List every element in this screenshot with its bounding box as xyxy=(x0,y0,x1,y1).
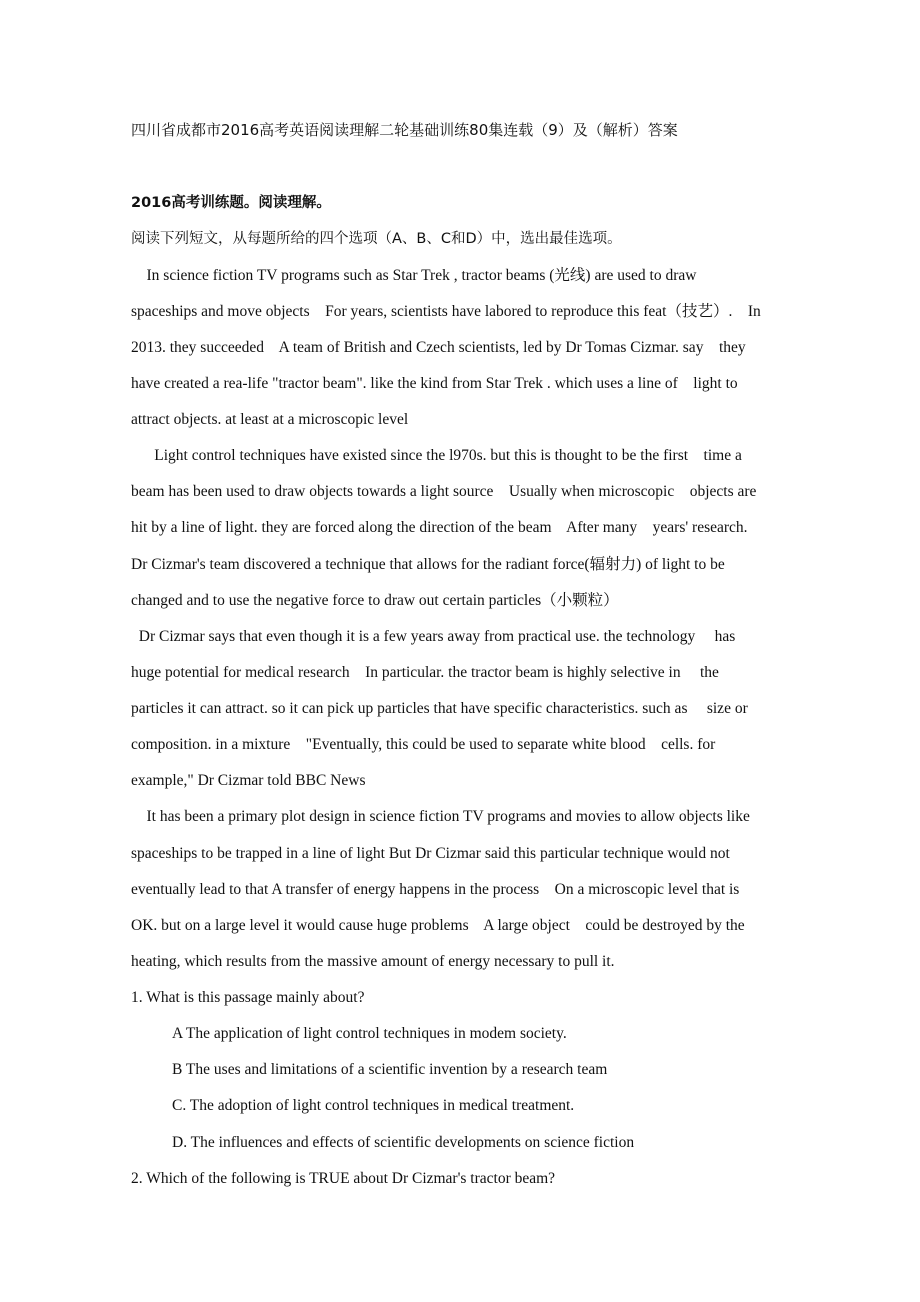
document-title: 四川省成都市2016高考英语阅读理解二轮基础训练80集连载（9）及（解析）答案 xyxy=(131,121,678,139)
passage-line: OK. but on a large level it would cause huge problems A large object could be destroyed by the xyxy=(131,917,745,934)
passage-line: Dr Cizmar's team discovered a technique that allows for the radiant force(辐射力) of light to be xyxy=(131,556,725,573)
passage-line: example," Dr Cizmar told BBC News xyxy=(131,772,366,789)
answer-option: B The uses and limitations of a scientific invention by a research team xyxy=(172,1061,608,1078)
passage-line: composition. in a mixture "Eventually, this could be used to separate white blood cells. for xyxy=(131,736,716,753)
instruction-text: 阅读下列短文，从每题所给的四个选项（A、B、C和D）中，选出最佳选项。 xyxy=(131,231,622,247)
passage-line: Dr Cizmar says that even though it is a few years away from practical use. the technology has xyxy=(131,628,736,645)
answer-option: A The application of light control techniques in modem society. xyxy=(172,1025,567,1042)
passage-line: changed and to use the negative force to draw out certain particles（小颗粒） xyxy=(131,592,619,609)
answer-option: D. The influences and effects of scientific developments on science fiction xyxy=(172,1134,635,1151)
passage-line: eventually lead to that A transfer of energy happens in the process On a microscopic level that is xyxy=(131,881,740,898)
passage-line: have created a rea-life "tractor beam". like the kind from Star Trek . which uses a line of light to xyxy=(131,375,738,392)
answer-option: C. The adoption of light control techniques in medical treatment. xyxy=(172,1097,575,1114)
passage-line: particles it can attract. so it can pick up particles that have specific characteristics. such as size or xyxy=(131,700,748,717)
passage-line: Light control techniques have existed since the l970s. but this is thought to be the first time a xyxy=(131,447,742,464)
question-stem: 1. What is this passage mainly about? xyxy=(131,989,365,1006)
question-stem: 2. Which of the following is TRUE about Dr Cizmar's tractor beam? xyxy=(131,1170,556,1187)
passage-line: In science fiction TV programs such as Star Trek , tractor beams (光线) are used to draw xyxy=(131,267,697,284)
passage-line: spaceships and move objects For years, scientists have labored to reproduce this feat（技艺）. In xyxy=(131,303,761,320)
passage-line: 2013. they succeeded A team of British and Czech scientists, led by Dr Tomas Cizmar. say they xyxy=(131,339,746,356)
section-heading: 2016高考训练题。阅读理解。 xyxy=(131,195,331,211)
passage-line: spaceships to be trapped in a line of light But Dr Cizmar said this particular technique would not xyxy=(131,845,730,862)
passage-line: heating, which results from the massive amount of energy necessary to pull it. xyxy=(131,953,615,970)
passage-line: huge potential for medical research In particular. the tractor beam is highly selective in the xyxy=(131,664,719,681)
passage-line: It has been a primary plot design in science fiction TV programs and movies to allow objects like xyxy=(131,808,750,825)
passage-line: beam has been used to draw objects towards a light source Usually when microscopic objects are xyxy=(131,483,757,500)
passage-line: attract objects. at least at a microscopic level xyxy=(131,411,409,428)
passage-line: hit by a line of light. they are forced along the direction of the beam After many years' research. xyxy=(131,519,748,536)
